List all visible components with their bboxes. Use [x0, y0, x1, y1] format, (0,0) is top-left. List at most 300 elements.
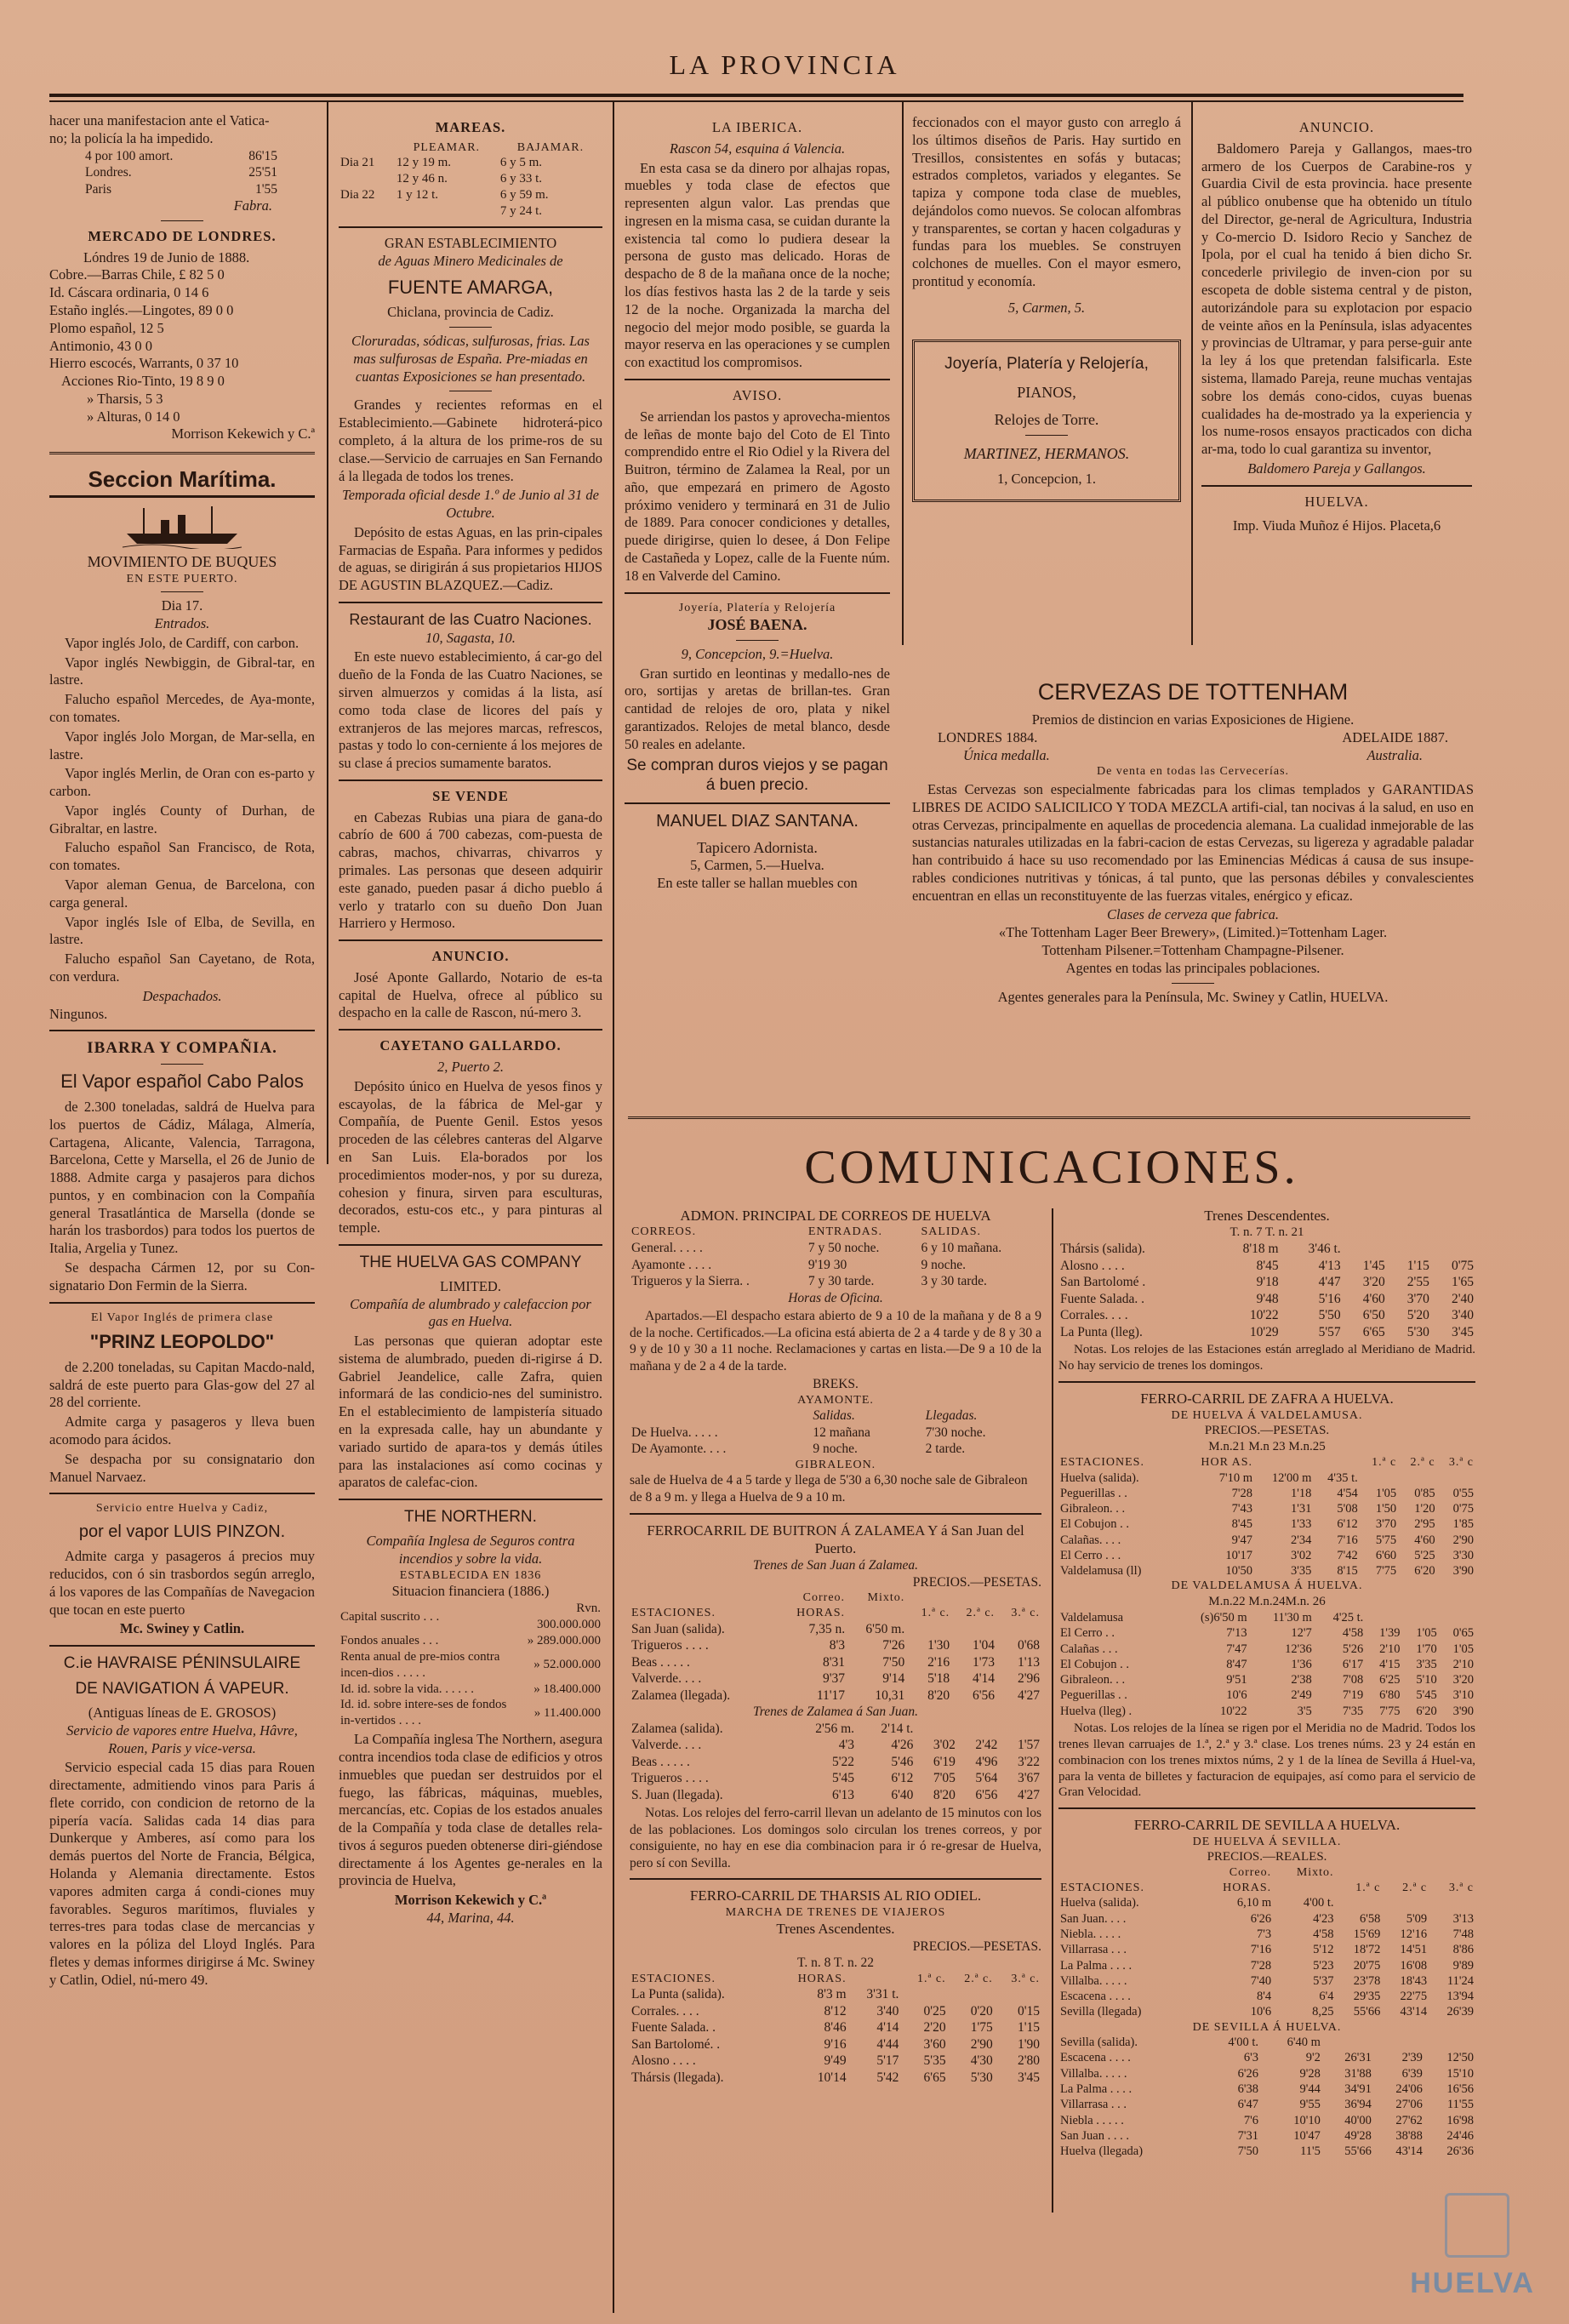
ship-name: por el vapor LUIS PINZON.	[78, 1522, 286, 1541]
table-cell: 0'75	[1451, 1258, 1474, 1273]
subheading: DE HUELVA Á VALDELAMUSA.	[1171, 1408, 1363, 1422]
subheading: M.n.21 M.n 23 M.n.25	[1208, 1440, 1326, 1454]
section-heading: GRAN ESTABLECIMIENTO	[384, 234, 557, 251]
subheading: AYAMONTE.	[797, 1393, 874, 1407]
table-cell: 5'45	[832, 1771, 855, 1786]
table-cell: Villarrasa . . .	[1060, 1943, 1127, 1957]
establishment-name: JOSÉ BAENA.	[707, 616, 807, 634]
table-cell: San Juan . . . .	[1060, 2128, 1129, 2143]
table-cell: 7'40	[1250, 1973, 1272, 1988]
paragraph: Notas. Los relojes de la línea se rigen por el Meridia no de Madrid. Todos los trenes llevan carruajes de 1.ª, 2.ª y 3.ª clase. Los trenes núms. 23 y 24 están en combinacion con los trenes mixtos núms, 2 y 1 de la línea de Sevilla á Huel-va, para la venta de billetes y facturacion de equipajes, así como para el servicio de Gran Velocidad.	[1058, 1721, 1475, 1800]
table-cell: 5'17	[876, 2053, 899, 2069]
subheading: M.n.22 M.n.24M.n. 26	[1208, 1595, 1326, 1609]
table-cell: » 18.400.000	[533, 1682, 601, 1696]
text-line: Ningunos.	[49, 1005, 108, 1022]
breks-table	[630, 1408, 1041, 1458]
paragraph: Se despacha por su consignatario don Manuel Narvaez.	[49, 1450, 315, 1485]
table-cell: 6'39	[1401, 2066, 1423, 2081]
table-cell: S. Juan (llegada).	[631, 1787, 723, 1802]
table-cell: 4'26	[891, 1738, 914, 1753]
table-cell: La Punta (salida).	[631, 1987, 725, 2002]
paragraph: Estas Cervezas son especialmente fabricadas para los climas templados y GARANTIDAS LIBRES DE ACIDO SALICILICO Y TODA MEZCLA artifi-cial, tan nocivas á la salud, en uso en otras Cervezas, principalmente en aquellas de procedencia alemana. La cualidad inmejorable de las sustancias naturales utilizadas en la fabri-cacion de estas Cervezas, su ligereza y agradable paladar han contribuido á hace su uso recomendado por las Eminencias Médicas á causa de sus insupe-rables condiciones nutritivas y tónicas, á tal punto, que las personas débiles y convalescientes encuentran en ellas un reconstituyente de las fuerzas vitales, enérgico y eficaz.	[912, 780, 1474, 904]
table-cell: 10'29	[1249, 1324, 1279, 1339]
table-cell: 1'31	[1291, 1502, 1312, 1516]
table-cell: 0'25	[923, 2003, 946, 2019]
table-cell: 7 y 30 tarde.	[807, 1274, 875, 1289]
table-cell: 1'18	[1291, 1486, 1312, 1500]
table-cell: 4'60	[1362, 1291, 1385, 1306]
table-cell: 3 y 30 tarde.	[921, 1274, 987, 1289]
table-cell: 7'50	[1237, 2144, 1258, 2159]
table-cell: Paris	[85, 181, 111, 197]
table-cell: Corrales. . . .	[631, 2003, 699, 2019]
table-cell: 34'91	[1344, 2082, 1372, 2097]
table-cell: 4'30	[970, 2053, 993, 2069]
table-cell: 5'30	[1406, 1324, 1429, 1339]
table-cell: 9'89	[1452, 1958, 1474, 1973]
ship-entry: Vapor inglés Jolo Morgan, de Mar-sella, en lastre.	[49, 728, 315, 762]
subheading: PRECIOS.—REALES.	[1207, 1850, 1327, 1864]
table-cell: 8'47	[1226, 1657, 1247, 1671]
subheading: T. n. 8 T. n. 22	[797, 1956, 874, 1971]
table-cell: 0'15	[1017, 2003, 1040, 2019]
text-line: » Tharsis, 5 3	[87, 390, 163, 407]
table-cell: 2'95	[1414, 1517, 1435, 1532]
subheading: de Aguas Minero Medicinales de	[378, 252, 563, 269]
table-cell: 4'47	[1318, 1275, 1341, 1290]
table-cell: 9'44	[1299, 2082, 1321, 2097]
table-cell: 0'65	[1452, 1626, 1474, 1641]
table-cell: 8'15	[1337, 1564, 1358, 1579]
table-cell: 8'3	[829, 1638, 846, 1653]
table-cell: 15'69	[1353, 1927, 1381, 1941]
table-cell: 1'75	[970, 2020, 993, 2036]
subheading: Entrados.	[154, 615, 210, 632]
section-heading: FERRO-CARRIL DE ZAFRA A HUELVA.	[1140, 1390, 1394, 1408]
paragraph: Depósito de estas Aguas, en las prin-cipales Farmacias de España. Para informes y pedidos de aguas, se dirigirán á sus propietarios HIJOS DE AGUSTIN BLAZQUEZ.—Cadiz.	[339, 523, 602, 594]
table-cell: 8'18 m	[1242, 1242, 1279, 1257]
table-cell: 5'42	[876, 2070, 899, 2085]
table-cell: 1'05	[1452, 1642, 1474, 1656]
signature: Baldomero Pareja y Gallangos.	[1247, 460, 1426, 477]
table-cell: 5'23	[1313, 1958, 1334, 1973]
table-cell: 7'42	[1337, 1548, 1358, 1562]
section-heading: SE VENDE	[432, 787, 509, 804]
table-cell: 16'08	[1400, 1958, 1428, 1973]
paragraph: feccionados con el mayor gusto con arreglo á los últimos diseños de Paris. Hay surtido en Tresillos, consistentes en sofás y butacas; estrados completos, variados y elegantes. Se tapiza y compone toda clase de muebles, dejándolos como nuevos. Se colocan alfombras y transparentes, se cortan y hacen colgaduras y fundas para los muebles. Se construyen colchones de muelles. Con el mayor esmero, prontitud y economía.	[912, 114, 1181, 290]
table-cell: 2'55	[1406, 1275, 1429, 1290]
table-cell: 8'12	[824, 2003, 847, 2019]
table-cell: 6'50 m.	[865, 1621, 905, 1636]
subheading: Trenes de San Juan á Zalamea.	[752, 1558, 919, 1573]
table-cell: 49'28	[1344, 2128, 1372, 2143]
table-cell: 5'20	[1406, 1308, 1429, 1323]
paragraph: Se arriendan los pastos y aprovecha-mientos de leñas de monte bajo del Coto de El Tinto comprendido entre el Rio Odiel y la Rivera del Buitron, término de Zalamea la Real, por un año, que empezará en primero de Agosto próximo venidero y terminará en 31 de Julio de 1889. Para conocer condiciones y detalles, puede dirigirse, quien lo desee, á Don Felipe de Castañeda y Lopez, calle de la Fuente núm. 18 en Valverde del Camino.	[625, 408, 890, 584]
establishment-name: Joyería, Platería y Relojería,	[944, 354, 1149, 373]
text-line: Morrison Kekewich y C.ª	[171, 425, 315, 443]
table-cell: San Bartolomé .	[1060, 1275, 1146, 1290]
paragraph: Cloruradas, sódicas, sulfurosas, frias. Las mas sulfurosas de España. Pre-miadas en cuantas Exposiciones se han presentado.	[351, 333, 590, 385]
table-cell: De Ayamonte. . . .	[631, 1442, 727, 1457]
table-cell: 27'62	[1395, 2113, 1423, 2127]
table-cell: 0'75	[1452, 1502, 1474, 1516]
table-cell: 3'70	[1406, 1291, 1429, 1306]
table-cell: 1'13	[1017, 1654, 1040, 1670]
table-cell: Escacena . . . .	[1060, 2051, 1131, 2065]
table-cell: 6'20	[1414, 1564, 1435, 1579]
text-line: Agentes en todas las principales poblaciones.	[1065, 959, 1321, 976]
table-cell: 3'35	[1291, 1564, 1312, 1579]
table-cell: 11'24	[1446, 1973, 1474, 1988]
table-cell: 4'00 t.	[1303, 1896, 1334, 1910]
text-line: no; la policía la ha impedido.	[49, 129, 214, 146]
table-cell: 4'14	[973, 1671, 996, 1687]
table-cell: 2.ª c	[1402, 1881, 1428, 1894]
table-cell: 3'22	[1017, 1754, 1040, 1769]
table-cell: 2 tarde.	[925, 1442, 966, 1457]
table-cell: 1'70	[1416, 1642, 1437, 1656]
table-cell: 1'50	[1375, 1502, 1397, 1516]
address: 2, Puerto 2.	[437, 1059, 504, 1076]
section-heading: FERROCARRIL DE BUITRON Á ZALAMEA Y á San Juan del Puerto.	[647, 1522, 1024, 1556]
table-cell: 4'00 t.	[1228, 2036, 1258, 2050]
table-cell: El Cobujon . .	[1060, 1657, 1129, 1671]
table-cell: 0'20	[970, 2003, 993, 2019]
table-cell: 7'28	[1231, 1486, 1253, 1500]
table-cell: 11'5	[1300, 2144, 1321, 2159]
table-cell: 3'67	[1017, 1771, 1040, 1786]
table-cell: 9'18	[1256, 1275, 1279, 1290]
archive-seal-icon	[1445, 2193, 1509, 2258]
address: 44, Marina, 44.	[426, 1910, 515, 1927]
table-cell: 5'10	[1416, 1673, 1437, 1687]
table-cell: 4'44	[876, 2036, 899, 2052]
table-cell: 1'45	[1362, 1258, 1385, 1273]
paragraph: Temporada oficial desde 1.º de Junio al 31 de Octubre.	[342, 487, 599, 522]
subheading: Premios de distincion en varias Exposiciones de Higiene.	[1031, 711, 1355, 728]
ship-entry: Vapor aleman Genua, de Barcelona, con carga general.	[49, 876, 315, 911]
communications-left	[630, 1207, 1041, 2228]
column-2	[339, 112, 602, 2291]
table-cell: 1'05	[1416, 1626, 1437, 1641]
table-cell: Salidas.	[813, 1408, 855, 1424]
table-cell: Trigueros . . . .	[631, 1771, 709, 1786]
signature: MARTINEZ, HERMANOS.	[963, 444, 1130, 462]
paragraph: Gran surtido en leontinas y medallo-nes de oro, sortijas y aretas de brillan-tes. Gran cantidad de relojes de oro, plata y nikel garantizados. Relojes de metal blanco, desde 50 reales en adelante.	[625, 665, 890, 752]
table-cell: 5'25	[1414, 1548, 1435, 1562]
table-cell: 2'34	[1291, 1533, 1312, 1547]
text-line: Cobre.—Barras Chile, £ 82 5 0	[49, 266, 225, 283]
table-cell: 6'13	[832, 1787, 855, 1802]
section-heading: AVISO.	[732, 386, 783, 403]
table-cell: 5'26	[1342, 1642, 1364, 1656]
column-rule	[613, 100, 614, 2313]
table-cell: 9'51	[1226, 1673, 1247, 1687]
table-cell: 9'19 30	[807, 1257, 847, 1272]
table-cell: 8'45	[1256, 1258, 1279, 1273]
table-cell: 1'05	[1375, 1486, 1397, 1500]
table-cell: 40'00	[1344, 2113, 1372, 2127]
table-cell: 10'22	[1220, 1704, 1247, 1718]
table-cell: 9'2	[1305, 2051, 1321, 2065]
paragraph: Admite carga y pasageros á precios muy reducidos, con ó sin trasbordos según arreglo, á los vapores de las Compañías de Navegacion que tocan en este puerto	[49, 1548, 315, 1618]
table-cell: 26'31	[1344, 2051, 1372, 2065]
table-cell: Id. id. sobre la vida. . . . . .	[340, 1682, 475, 1696]
table-cell: 6'40 m	[1287, 2036, 1321, 2050]
table-cell: 7'19	[1342, 1688, 1364, 1703]
table-cell: 4'35 t.	[1327, 1470, 1358, 1485]
imprint: Imp. Viuda Muñoz é Hijos. Placeta,6	[1232, 517, 1441, 534]
table-cell: Londres.	[85, 165, 132, 180]
subheading: DE VALDELAMUSA Á HUELVA.	[1171, 1579, 1363, 1593]
tides-table	[339, 140, 602, 220]
table-cell: 1'90	[1017, 2036, 1040, 2052]
table-cell: 10'10	[1293, 2113, 1321, 2127]
paragraph: Servicio especial cada 15 dias para Rouen directamente, admitiendo vinos para Paris á flete corrido, con condicion de retorno de la pipería vacía. Salidas cada 14 dias para Dunkerque y Amberes, así como para los demás puertos del Norte de Francia, Bélgica, Holanda y Alemania directamente. Estos vapores admiten carga á condi-ciones muy favorables. Seguros marítimos, fluviales y terres-tres para todas clase de mercancias y valores en la póliza del Lloyd Inglés. Para fletes y demas informes dirigirse á Mc. Swiney y Catlin, Odiel, nú-mero 49.	[49, 1759, 315, 1988]
subheading: T. n. 7 T. n. 21	[1230, 1225, 1304, 1240]
table-cell: PLEAMAR.	[413, 140, 481, 154]
table-cell: 6 y 5 m.	[499, 156, 543, 170]
ship-entry: Vapor inglés County of Durhan, de Gibraltar, en lastre.	[49, 802, 315, 837]
table-cell: 7'3	[1257, 1927, 1272, 1941]
table-cell: Thársis (llegada).	[631, 2070, 724, 2085]
table-cell: 2.ª c.	[964, 1972, 993, 1985]
ship-entry: Falucho español San Francisco, de Rota, con tomates.	[49, 839, 315, 874]
table-cell: Huelva (salida).	[1060, 1470, 1139, 1485]
ship-name: "PRINZ LEOPOLDO"	[89, 1331, 275, 1353]
table-cell: 4'13	[1318, 1258, 1341, 1273]
table-cell: » 52.000.000	[533, 1658, 601, 1672]
table-cell: Thársis (salida).	[1060, 1242, 1145, 1257]
table-cell: San Bartolomé. .	[631, 2036, 721, 2052]
table-cell: 23'78	[1353, 1973, 1381, 1988]
table-cell: 2'90	[1452, 1533, 1474, 1547]
section-heading: CAYETANO GALLARDO.	[379, 1037, 562, 1054]
subheading: Chiclana, provincia de Cadiz.	[387, 304, 554, 321]
table-cell: 3'90	[1452, 1564, 1474, 1579]
paragraph: La Compañía inglesa The Northern, asegura contra incendios toda clase de edificios y otros inmuebles que puedan ser destruidos por el fuego, las fábricas, máquinas, muebles, mercancías, etc. Copias de los estados anuales de la Compañía y toda clase de detalles rela-tivos á seguros pueden obtenerse diri-giéndose directamente á los Agentes ge-nerales en la provincia de Huelva,	[339, 1731, 602, 1889]
table-cell: 24'06	[1395, 2082, 1423, 2097]
table-cell: Mixto.	[1296, 1866, 1334, 1880]
table-cell: 2'14 t.	[881, 1721, 914, 1736]
table-cell: 6'3	[1243, 2051, 1258, 2065]
section-heading: ADMON. PRINCIPAL DE CORREOS DE HUELVA	[680, 1208, 991, 1224]
table-cell: 3'02	[933, 1738, 956, 1753]
subheading: PIANOS,	[1017, 383, 1076, 401]
table-cell: 6'25	[1379, 1673, 1401, 1687]
table-cell: 3'02	[1291, 1548, 1312, 1562]
ship-entry: Vapor inglés Isle of Elba, de Sevilla, en lastre.	[49, 913, 315, 948]
ship-entry: Falucho español Mercedes, de Aya-monte, con tomates.	[49, 691, 315, 725]
table-cell: 1'39	[1379, 1626, 1401, 1641]
ship-entry: Vapor inglés Newbiggin, de Gibral-tar, en lastre.	[49, 654, 315, 688]
table-cell: 7'75	[1379, 1704, 1401, 1718]
table-cell: 5'12	[1313, 1943, 1334, 1957]
table-cell: 15'10	[1446, 2066, 1474, 2081]
table-cell: 8'4	[1257, 1990, 1272, 2004]
table-cell: Alosno . . . .	[631, 2053, 696, 2069]
table-cell: 6'65	[1362, 1324, 1385, 1339]
table-cell: 5'46	[891, 1754, 914, 1769]
column-4	[912, 112, 1181, 657]
subheading: El Vapor Inglés de primera clase	[90, 1310, 274, 1324]
financial-table	[339, 1601, 602, 1729]
table-cell: Sevilla (salida).	[1060, 2036, 1138, 2050]
table-cell: 6'80	[1379, 1688, 1401, 1703]
table-cell: 6'26	[1237, 2066, 1258, 2081]
table-cell: 6 y 10 mañana.	[921, 1241, 1002, 1256]
table-cell: San Juan. . . .	[1060, 1911, 1127, 1926]
table-cell: El Cerro . .	[1060, 1626, 1115, 1641]
table-cell: 43'14	[1395, 2144, 1423, 2159]
table-cell: Corrales. . . .	[1060, 1308, 1128, 1323]
table-cell: 12'36	[1285, 1642, 1312, 1656]
table-cell: 8'86	[1452, 1943, 1474, 1957]
column-rule	[902, 100, 904, 645]
subheading: Servicio de vapores entre Huelva, Hâvre, Rouen, Paris y vice-versa.	[66, 1722, 298, 1756]
table-cell: 4 por 100 amort.	[85, 148, 174, 163]
table-cell: 4'14	[876, 2020, 899, 2036]
table-cell: 6'12	[891, 1771, 914, 1786]
table-cell: 10'47	[1293, 2128, 1321, 2143]
subheading: PRECIOS.—PESETAS.	[1204, 1424, 1330, 1438]
table-cell: 8'31	[823, 1654, 846, 1670]
table-cell: 7'08	[1342, 1673, 1364, 1687]
address: 1, Concepcion, 1.	[997, 470, 1096, 487]
table-cell: 12'00 m	[1271, 1470, 1312, 1485]
table-cell: 1'20	[1414, 1502, 1435, 1516]
table-cell: 10'17	[1225, 1548, 1253, 1562]
table-cell: 3'20	[1362, 1275, 1385, 1290]
company-heading: C.ie HAVRAISE PÉNINSULAIRE	[63, 1654, 301, 1673]
table-cell: Fuente Salada. .	[1060, 1291, 1145, 1306]
table-cell: 6'20	[1416, 1704, 1437, 1718]
subheading: BREKS.	[813, 1377, 859, 1392]
table-cell: 3.ª c	[1448, 1455, 1474, 1469]
table-cell: 7'31	[1237, 2128, 1258, 2143]
table-cell: 5'45	[1416, 1688, 1437, 1703]
table-cell: 1'57	[1017, 1738, 1040, 1753]
table-cell: 1'36	[1291, 1657, 1312, 1671]
subheading: LIMITED.	[440, 1277, 501, 1294]
ship-entry: Vapor inglés Jolo, de Cardiff, con carbon.	[65, 634, 300, 651]
table-cell: 7 y 50 noche.	[807, 1241, 880, 1256]
award-city: LONDRES 1884.	[938, 728, 1038, 745]
archive-logo: HUELVA	[1410, 2267, 1535, 2299]
column-1	[49, 112, 315, 2291]
masthead-title: LA PROVINCIA	[669, 49, 900, 80]
paragraph: sale de Huelva de 4 a 5 tarde y llega de 5'30 a 6,30 noche sale de Gibraleon de 8 a 9 m. y llega a Huelva de 9 a 10 m.	[630, 1473, 1028, 1505]
table-cell: El Cerro . . .	[1060, 1548, 1121, 1562]
table-cell: 2'49	[1291, 1688, 1312, 1703]
table-cell: Valdelamusa	[1060, 1610, 1124, 1625]
paragraph: Depósito único en Huelva de yesos finos y escayolas, de la fábrica de Mel-gar y Compañía, de Puente Genil. Estos yesos proceden de las célebres canteras del Algarve en San Luis. Ela-borados por los procedimientos moder-nos, y por su dureza, cohesion y finura, sirven para esculturas, decorados, estu-cos etc., y para pinturas al temple.	[339, 1077, 602, 1236]
table-cell: 9'37	[823, 1671, 846, 1687]
table-cell: San Juan (salida).	[631, 1621, 725, 1636]
table-cell: 22'75	[1400, 1990, 1428, 2004]
table-cell: 4'54	[1337, 1486, 1358, 1500]
table-cell: 9'14	[882, 1671, 905, 1687]
column-rule	[1052, 1208, 1053, 2213]
table-cell: 1'15	[1017, 2020, 1040, 2036]
table-cell: La Punta (lleg).	[1060, 1324, 1143, 1339]
table-cell: Alosno . . . .	[1060, 1258, 1125, 1273]
table-cell: 6'56	[975, 1787, 998, 1802]
communications-right	[1058, 1207, 1475, 2236]
table-cell: 8'20	[927, 1687, 950, 1703]
table-cell: ENTRADAS.	[807, 1225, 883, 1239]
table-cell: 5'57	[1318, 1324, 1341, 1339]
table-cell: 7'43	[1231, 1502, 1253, 1516]
table-cell: 2'56 m.	[815, 1721, 855, 1736]
table-cell: Huelva (salida).	[1060, 1896, 1139, 1910]
table-cell: 3'10	[1452, 1688, 1474, 1703]
table-cell: Capital suscrito . . .	[340, 1609, 440, 1624]
company-heading: IBARRA Y COMPAÑIA.	[87, 1039, 277, 1058]
table-cell: 2'38	[1291, 1673, 1312, 1687]
table-cell: 7'47	[1226, 1642, 1247, 1656]
subheading: (Antiguas líneas de E. GROSOS)	[88, 1704, 277, 1721]
table-cell: 11'30 m	[1272, 1610, 1312, 1625]
subheading: PRECIOS.—PESETAS.	[912, 1939, 1041, 1954]
text-line: Id. Cáscara ordinaria, 0 14 6	[49, 284, 209, 301]
table-cell: 9'16	[824, 2036, 847, 2052]
table-cell: 1'30	[927, 1638, 950, 1653]
section-heading: ANUNCIO.	[431, 948, 510, 965]
table-cell: Escacena . . . .	[1060, 1990, 1131, 2004]
table-cell: 1'55	[254, 181, 277, 197]
column-rule	[1191, 100, 1193, 645]
text-line: Estaño inglés.—Lingotes, 89 0 0	[49, 302, 234, 319]
table-cell: Id. id. sobre intere-ses de fondos in-vertidos . . . .	[340, 1698, 507, 1728]
table-cell: Peguerillas . .	[1060, 1486, 1127, 1500]
text-line: «The Tottenham Lager Beer Brewery», (Limited.)=Tottenham Lager.	[998, 924, 1388, 941]
paragraph: Baldomero Pareja y Gallangos, maes-tro armero de los Cuerpos de Carabine-ros y Guardia Civil de esta provincia. hace presente al público onubense que ha obtenido un título del Director, ge-neral de Agricultura, Industria y Co-mercio D. Isidoro Recio y Sanchez de Ipola, por el cual ha tenido á bien dicho Sr. concederle privilegio de inven-cion por su escopeta de doble sistema central y de piston, autorizándole para su explotacion por espacio de veinte años en la Península, islas adyacentes y provincias de Ultramar, y para perse-guir ante la ley á los que pretendan falsificarla. Este sistema, llamado Pareja, reune muchas ventajas sobre los demás cono-cidos, cuyas buenas cualidades ha de-mostrado ya la experiencia y los nume-rosos ensayos practicados con dicha ar-ma, todo lo cual garantiza su inventor,	[1201, 140, 1472, 458]
table-cell: 2'10	[1452, 1657, 1474, 1671]
table-cell: 1.ª c	[1355, 1881, 1381, 1894]
table-cell: Correo.	[802, 1591, 846, 1605]
table-cell: 1'85	[1452, 1517, 1474, 1532]
section-title: Seccion Marítima.	[49, 465, 315, 498]
company-heading: THE HUELVA GAS COMPANY	[359, 1253, 582, 1271]
table-cell: 6'12	[1337, 1517, 1358, 1532]
table-cell: 7,35 n.	[808, 1621, 846, 1636]
table-cell: 10'14	[817, 2070, 847, 2085]
table-cell: 55'66	[1344, 2144, 1372, 2159]
table-cell	[339, 171, 395, 187]
table-cell: 6'19	[933, 1754, 956, 1769]
table-cell: 6'60	[1375, 1548, 1397, 1562]
table-cell: Huelva (llegada)	[1060, 2144, 1144, 2159]
subheading: Despachados.	[142, 987, 222, 1004]
table-cell: 4'58	[1342, 1626, 1364, 1641]
subheading: Situacion financiera (1886.)	[391, 1583, 550, 1600]
text-line: Lóndres 19 de Junio de 1888.	[83, 248, 250, 266]
table-cell: 13'94	[1446, 1990, 1474, 2004]
table-cell: » 11.400.000	[533, 1705, 601, 1720]
tharsis-desc-table	[1058, 1241, 1475, 1340]
table-cell: 7'26	[882, 1638, 905, 1653]
table-cell: 2'42	[975, 1738, 998, 1753]
table-cell: 4'15	[1379, 1657, 1401, 1671]
award-label: Única medalla.	[963, 746, 1050, 763]
table-cell: Dia 22	[340, 188, 375, 203]
table-cell: 6'17	[1342, 1657, 1364, 1671]
table-cell: 6'58	[1359, 1911, 1381, 1926]
table-cell: Beas . . . . .	[631, 1754, 690, 1769]
table-cell: 3'60	[923, 2036, 946, 2052]
table-cell: 8'20	[933, 1787, 956, 1802]
